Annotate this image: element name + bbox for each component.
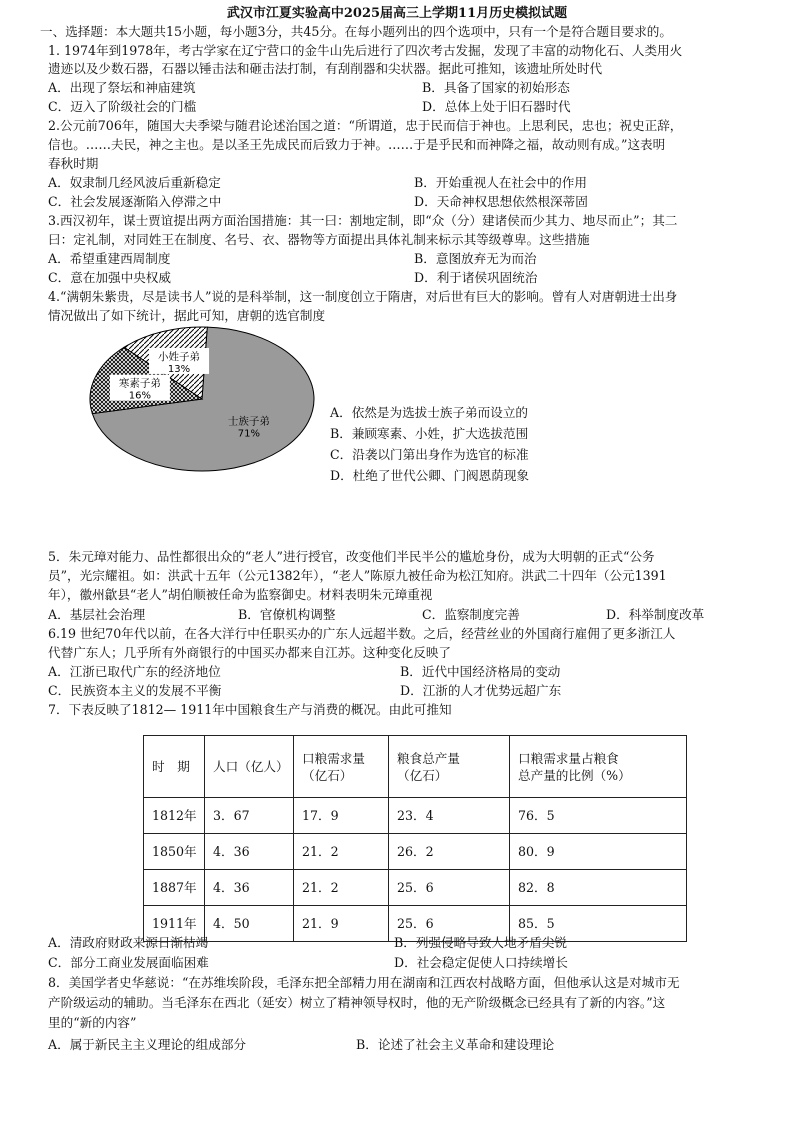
pie-category-label: 小姓子弟 bbox=[158, 350, 201, 363]
q8-option-b: B．论述了社会主义革命和建设理论 bbox=[356, 1037, 555, 1052]
table-cell: 85．5 bbox=[510, 906, 687, 942]
pie-value-label: 71% bbox=[237, 428, 260, 440]
q1-option-c: C．迈入了阶级社会的门槛 bbox=[48, 99, 197, 114]
table-cell: 3．67 bbox=[205, 798, 294, 834]
q1-option-b: B．具备了国家的初始形态 bbox=[422, 80, 570, 95]
table-header-cell: 粮食总产量 （亿石） bbox=[389, 736, 510, 798]
table-header-cell: 口粮需求量 （亿石） bbox=[294, 736, 389, 798]
grain-table bbox=[143, 735, 687, 942]
q6-option-b: B．近代中国经济格局的变动 bbox=[400, 664, 561, 679]
q5-stem-line: 年），徽州歙县“老人”胡伯顺被任命为监察御史。材料表明朱元璋重视 bbox=[48, 587, 433, 602]
table-header-cell: 口粮需求量占粮食 总产量的比例（%） bbox=[510, 736, 687, 798]
q3-option-d: D．利于诸侯巩固统治 bbox=[414, 270, 538, 285]
pie-category-label: 寒素子弟 bbox=[118, 377, 161, 390]
table-header-cell: 时 期 bbox=[144, 736, 205, 798]
q1-option-a: A．出现了祭坛和神庙建筑 bbox=[48, 80, 196, 95]
table-cell: 26．2 bbox=[389, 834, 510, 870]
table-cell: 1887年 bbox=[144, 870, 205, 906]
q3-option-c: C．意在加强中央权威 bbox=[48, 270, 171, 285]
q7-option-a: A．清政府财政来源日渐枯竭 bbox=[48, 935, 209, 950]
exam-title: 武汉市江夏实验高中2025届高三上学期11月历史模拟试题 bbox=[226, 6, 568, 21]
q4-option-b: B．兼顾寒素、小姓，扩大选拔范围 bbox=[330, 426, 529, 441]
q1-stem-line: 1. 1974年到1978年，考古学家在辽宁营口的金牛山先后进行了四次考古发掘，发现了丰富的动物化石、人类用火 bbox=[48, 43, 683, 58]
table-cell: 25．6 bbox=[389, 906, 510, 942]
table-cell: 21．2 bbox=[294, 870, 389, 906]
q3-stem-line: 曰：定礼制，对同姓王在制度、名号、衣、器物等方面提出具体礼制来标示其等级尊卑。这些措施 bbox=[48, 232, 590, 247]
q6-option-c: C．民族资本主义的发展不平衡 bbox=[48, 683, 222, 698]
q5-option-c: C．监察制度完善 bbox=[422, 607, 520, 622]
q8-stem-line: 产阶级运动的辅助。当毛泽东在西北（延安）树立了精神领导权时，他的无产阶级概念已经具有了新的内容。”这 bbox=[48, 995, 666, 1010]
q7-stem-line: 7．下表反映了1812— 1911年中国粮食生产与消费的概况。由此可推知 bbox=[48, 702, 452, 717]
q4-option-d: D．杜绝了世代公卿、门阀恩荫现象 bbox=[330, 468, 530, 483]
q2-stem-line: 2.公元前706年，随国大夫季梁与随君论述治国之道：“所谓道，忠于民而信于神也。上思利民，忠也；祝史正辞， bbox=[48, 118, 683, 133]
q5-option-d: D．科举制度改革 bbox=[606, 607, 705, 622]
table-cell: 21．2 bbox=[294, 834, 389, 870]
table-header-row bbox=[144, 736, 687, 798]
table-cell: 1812年 bbox=[144, 798, 205, 834]
q1-option-d: D．总体上处于旧石器时代 bbox=[422, 99, 571, 114]
pie-category-label: 士族子弟 bbox=[227, 415, 270, 428]
q2-stem-line: 春秋时期 bbox=[48, 156, 99, 171]
q3-option-a: A．希望重建西周制度 bbox=[48, 251, 171, 266]
q5-stem-line: 5．朱元璋对能力、品性都很出众的“老人”进行授官，改变他们半民半公的尴尬身份，成为大明朝的正式“公务 bbox=[48, 549, 655, 564]
table-cell: 4．36 bbox=[205, 870, 294, 906]
table-cell: 1850年 bbox=[144, 834, 205, 870]
table-cell: 4．50 bbox=[205, 906, 294, 942]
pie-value-label: 16% bbox=[128, 390, 152, 402]
q1-stem-line: 遗迹以及少数石器，石器以锤击法和砸击法打制，有刮削器和尖状器。据此可推知，该遗址所处时代 bbox=[48, 61, 603, 76]
q3-option-b: B．意图放弃无为而治 bbox=[414, 251, 537, 266]
table-cell: 25．6 bbox=[389, 870, 510, 906]
q7-option-b: B．列强侵略导致人地矛盾尖锐 bbox=[394, 935, 567, 950]
q7-option-c: C．部分工商业发展面临困难 bbox=[48, 955, 209, 970]
q2-stem-line: 信也。……夫民，神之主也。是以圣王先成民而后致力于神。……于是乎民和而神降之福，故动则有成。”这表明 bbox=[48, 137, 666, 152]
q6-stem-line: 6.19 世纪70年代以前，在各大洋行中任职买办的广东人远超半数。之后，经营丝业的外国商行雇佣了更多浙江人 bbox=[48, 626, 676, 641]
q8-option-a: A．属于新民主主义理论的组成部分 bbox=[48, 1037, 247, 1052]
q7-option-d: D．社会稳定促使人口持续增长 bbox=[394, 955, 568, 970]
table-cell: 80．9 bbox=[510, 834, 687, 870]
table-cell: 76．5 bbox=[510, 798, 687, 834]
q6-stem-line: 代替广东人；几乎所有外商银行的中国买办都来自江苏。这种变化反映了 bbox=[48, 645, 451, 660]
table-cell: 21．9 bbox=[294, 906, 389, 942]
q5-option-a: A．基层社会治理 bbox=[48, 607, 146, 622]
q2-option-c: C．社会发展逐渐陷入停滞之中 bbox=[48, 194, 222, 209]
table-row bbox=[144, 834, 687, 870]
q4-option-c: C．沿袭以门第出身作为选官的标准 bbox=[330, 447, 529, 462]
table-header-cell: 人口（亿人） bbox=[205, 736, 294, 798]
table-cell: 17．9 bbox=[294, 798, 389, 834]
q2-option-b: B．开始重视人在社会中的作用 bbox=[414, 175, 587, 190]
pie-value-label: 13% bbox=[167, 363, 191, 375]
q4-option-a: A．依然是为选拔士族子弟而设立的 bbox=[330, 405, 529, 420]
q2-option-d: D．天命神权思想依然根深蒂固 bbox=[414, 194, 588, 209]
q8-stem-line: 里的“新的内容” bbox=[48, 1015, 137, 1030]
table-row bbox=[144, 870, 687, 906]
q4-stem-line: 4.“满朝朱紫贵，尽是读书人”说的是科举制，这一制度创立于隋唐，对后世有巨大的影响。曾有人对唐朝进士出身 bbox=[48, 289, 678, 304]
q8-stem-line: 8．美国学者史华慈说：“在苏维埃阶段，毛泽东把全部精力用在湖南和江西农村战略方面，但他承认这是对城市无 bbox=[48, 975, 680, 990]
table-row bbox=[144, 798, 687, 834]
q2-option-a: A．奴隶制几经风波后重新稳定 bbox=[48, 175, 221, 190]
table-cell: 1911年 bbox=[144, 906, 205, 942]
q3-stem-line: 3.西汉初年，谋士贾谊提出两方面治国措施：其一曰：割地定制，即“众（分）建诸侯而少其力、地尽而止”；其二 bbox=[48, 213, 678, 228]
q5-option-b: B．官僚机构调整 bbox=[238, 607, 336, 622]
table-cell: 82．8 bbox=[510, 870, 687, 906]
pie-chart bbox=[84, 324, 324, 474]
q5-stem-line: 员”，光宗耀祖。如：洪武十五年（公元1382年），“老人”陈原九被任命为松江知府。洪武二十四年（公元1391 bbox=[48, 568, 667, 583]
table-cell: 23．4 bbox=[389, 798, 510, 834]
q6-option-d: D．江浙的人才优势远超广东 bbox=[400, 683, 562, 698]
table-cell: 4．36 bbox=[205, 834, 294, 870]
q4-stem-line: 情况做出了如下统计，据此可知，唐朝的选官制度 bbox=[48, 308, 326, 323]
q6-option-a: A．江浙已取代广东的经济地位 bbox=[48, 664, 221, 679]
section-intro: 一、选择题：本大题共15小题，每小题3分，共45分。在每小题列出的四个选项中，只有一个是符合题目要求的。 bbox=[40, 24, 672, 39]
